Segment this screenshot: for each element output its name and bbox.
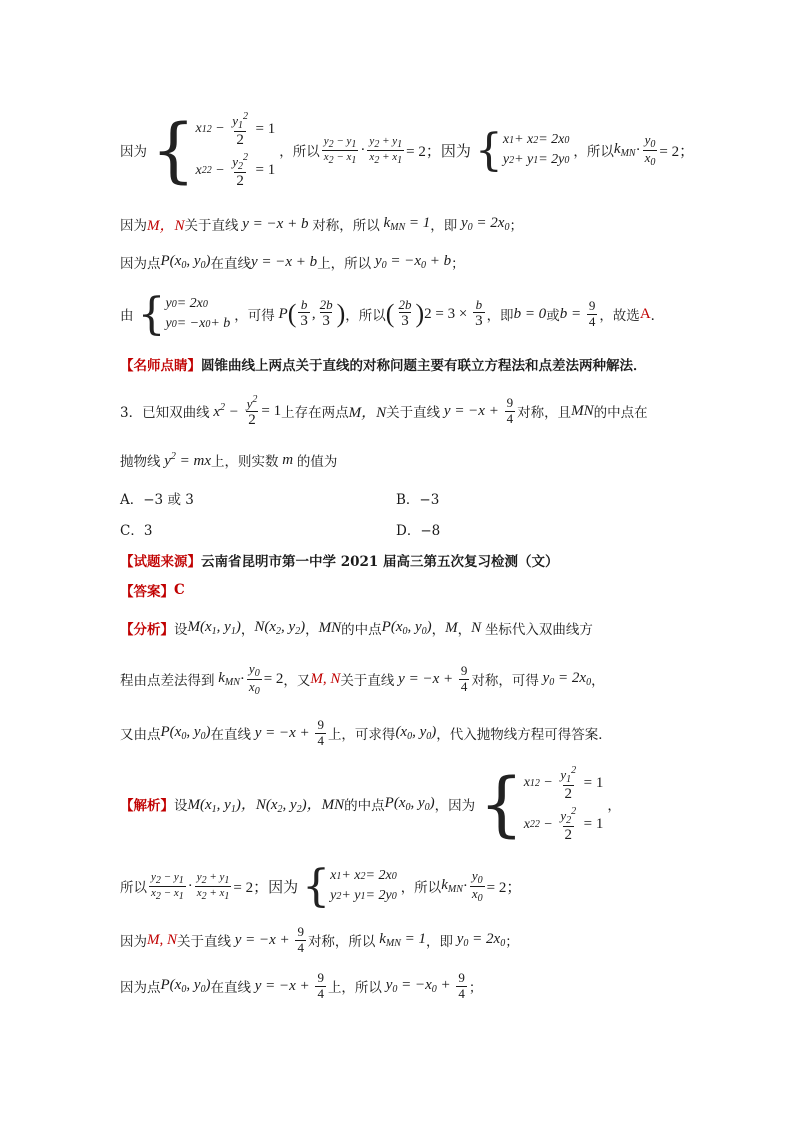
text: 3．已知双曲线 bbox=[120, 405, 210, 421]
answer-text: C bbox=[174, 582, 185, 598]
analysis-line-3: 又由点 $P(x_0$, $y_0$) 在直线 y = −x + $\frac{9}{4}$ 上，可求得 ($x_0$, $y_0$) ，代入抛物线方程可得答案． bbox=[120, 717, 612, 748]
solution-line-1: 【解析】 设 $M(x_1$, $y_1$)，$N(x_2$, $y_2$)，MN 的中点 $P(x_0$, $y_0$) ，因为 { x 1 2 − $\frac{y_1^2}{2}$ = 1 x 2 2 − $\frac{y_2^2}{2}$ = 1 ， bbox=[120, 763, 621, 845]
text: ； bbox=[509, 218, 523, 234]
line-symmetric: 因为 M，N 关于直线 y = −x + b 对称，所以 $k_{MN} = 1$ ，即 $y_0 = 2x_0$ ； bbox=[120, 215, 523, 234]
source-text: 云南省昆明市第一中学 2021 届高三第五次复习检测（文） bbox=[201, 554, 559, 570]
option-d[interactable]: D．−8 bbox=[396, 523, 441, 539]
text: 因为点 bbox=[120, 256, 161, 272]
text: ． bbox=[650, 308, 665, 324]
text: ， bbox=[240, 622, 255, 638]
text: 抛物线 bbox=[120, 454, 161, 470]
text: ， bbox=[607, 798, 621, 814]
solution-line-3: 因为 M, N 关于直线 y = −x + $\frac{9}{4}$ 对称，所以 $k_{MN} = 1$ ，即 $y_0 = 2x_0$ ； bbox=[120, 924, 519, 955]
tip-tag: 【名师点睛】 bbox=[120, 358, 201, 374]
text: ，即 bbox=[425, 934, 453, 950]
text: 或 bbox=[546, 308, 560, 324]
question-3-stem: 3．已知双曲线 $x^2$ − $\frac{y^2}{2}$ = 1 上存在两点 M，N 关于直线 y = −x + $\frac{9}{4}$ 对称，且 MN 的中点在 bbox=[120, 393, 648, 428]
text: 关于直线 bbox=[184, 218, 239, 234]
text: 所以 bbox=[120, 880, 147, 896]
text: 对称，所以 bbox=[307, 934, 376, 950]
option-a[interactable]: A．−3 或 3 bbox=[120, 492, 194, 508]
answer-choice: A bbox=[639, 305, 651, 322]
text: 的中点在 bbox=[593, 405, 648, 421]
fraction: $\frac{y_2 + y_1}{x_2 + x_1}$ bbox=[369, 134, 403, 166]
text: ，因为 bbox=[434, 798, 476, 814]
source-line bbox=[120, 549, 558, 571]
text: 的值为 bbox=[296, 454, 338, 470]
text: 对称，可得 bbox=[471, 673, 539, 689]
text: 又由点 bbox=[120, 727, 161, 743]
text: 在直线 bbox=[210, 727, 251, 743]
text: 因为 bbox=[120, 144, 147, 160]
equation-system: { y 0 = 2x 0 y 0 = −x 0 + b bbox=[137, 288, 231, 340]
text: ，可得 bbox=[234, 308, 275, 324]
text: 上存在两点 bbox=[281, 405, 349, 421]
source-tag: 【试题来源】 bbox=[120, 554, 201, 570]
text: ，故选 bbox=[599, 308, 640, 324]
text: ， bbox=[591, 673, 605, 689]
text: ， bbox=[305, 622, 319, 638]
text: M，N bbox=[147, 217, 185, 234]
text: ，所以 bbox=[573, 144, 614, 160]
equation-system: { x 1 + x 2 = 2x 0 y 2 + y 1 = 2y 0 bbox=[474, 124, 570, 176]
text: ； bbox=[505, 934, 519, 950]
option-b[interactable]: B．−3 bbox=[396, 492, 440, 508]
text: ，即 bbox=[486, 308, 514, 324]
text: = 2； bbox=[659, 143, 695, 160]
text: 设 bbox=[174, 622, 188, 638]
text: 上，所以 bbox=[327, 980, 382, 996]
text: 对称，所以 bbox=[312, 218, 380, 234]
text: ； bbox=[451, 256, 465, 272]
analysis-line-1: 【分析】 设 $M(x_1$, $y_1$) ， $N(x_2$, $y_2$) ， MN 的中点 $P(x_0$, $y_0$) ， M ， N 坐标代入双曲线方 bbox=[120, 619, 593, 638]
text: 关于直线 bbox=[386, 405, 441, 421]
tip-line bbox=[120, 353, 647, 375]
option-c[interactable]: C．3 bbox=[120, 523, 153, 539]
analysis-line-2: 程由点差法得到 $k_{MN}$ · $\frac{y_0}{x_0}$ = 2 ，又 M, N 关于直线 y = −x + $\frac{9}{4}$ 对称，可得 $y_0 = 2x_0$ ， bbox=[120, 660, 605, 697]
line-point-on-line: 因为点 $P(x_0$, $y_0$) 在直线 y = −x + b 上，所以 $y_0 = -x_0 + b$ ； bbox=[120, 253, 465, 272]
text: ，所以 bbox=[345, 308, 386, 324]
solution-line-2: 所以 $\frac{y_2 - y_1}{x_2 - x_1}$ · $\frac{y_2 + y_1}{x_2 + x_1}$ = 2；因为 { x 1 + x 2 = 2x 0 y 2 + y 1 = 2y 0 ，所以 $k_{MN}$ · $\frac{y_0}{x_0}$ = 2； bbox=[120, 860, 522, 912]
text: 上，所以 bbox=[317, 256, 372, 272]
text: = 2； bbox=[486, 879, 522, 896]
text: 因为 bbox=[120, 934, 147, 950]
text: ，代入抛物线方程可得答案． bbox=[436, 727, 612, 743]
text: ， bbox=[457, 622, 472, 638]
text: ； bbox=[468, 980, 483, 996]
fraction: $\frac{y_0}{x_0}$ bbox=[644, 131, 656, 168]
tip-text: 圆锥曲线上两点关于直线的对称问题主要有联立方程法和点差法两种解法． bbox=[201, 358, 647, 374]
text: 坐标代入双曲线方 bbox=[484, 622, 593, 638]
text: 的中点 bbox=[341, 622, 382, 638]
equation-system: { x 1 2 − $\frac{y_1^2}{2}$ = 1 x 2 2 − $\frac{y_2^2}{2}$ = 1 bbox=[151, 109, 276, 191]
text: ， bbox=[431, 622, 446, 638]
text: 上，则实数 bbox=[211, 454, 279, 470]
text: 设 bbox=[174, 798, 188, 814]
equation-system: { x 1 + x 2 = 2x 0 y 2 + y 1 = 2y 0 bbox=[302, 860, 397, 912]
text: = 2；因为 bbox=[406, 143, 471, 160]
text: ，所以 bbox=[279, 144, 320, 160]
text: 因为 bbox=[120, 218, 147, 234]
text: 对称，且 bbox=[517, 405, 572, 421]
text: 在直线 bbox=[210, 980, 251, 996]
line-solve-b: 由 { y 0 = 2x 0 y 0 = −x 0 + b ，可得 P ( $\frac{b}{3}$ , $\frac{2b}{3}$ ) ，所以 ( $\frac{2b}{3}$ ) 2 = 3 × $\frac{b}{3}$ ，即 b = 0 或 b = $\frac{9}{4}$ ，故选 A ． bbox=[120, 288, 665, 340]
answer-line bbox=[120, 579, 185, 601]
text: 上，可求得 bbox=[327, 727, 396, 743]
text: 程由点差法得到 bbox=[120, 673, 215, 689]
text: ，即 bbox=[430, 218, 458, 234]
question-3-stem-2: 抛物线 $y^2$ = mx 上，则实数 m 的值为 bbox=[120, 450, 338, 470]
text: 由 bbox=[120, 308, 134, 324]
text: 的中点 bbox=[344, 798, 385, 814]
solution-line-4: 因为点 $P(x_0$, $y_0$) 在直线 y = −x + $\frac{9}{4}$ 上，所以 $y_0 = -x_0$ + $\frac{9}{4}$ ； bbox=[120, 970, 483, 1001]
equation-system: { x 1 2 − $\frac{y_1^2}{2}$ = 1 x 2 2 − $\frac{y_2^2}{2}$ = 1 bbox=[479, 763, 604, 845]
analysis-tag: 【分析】 bbox=[120, 622, 174, 638]
line-system-1: 因为 { x 1 2 − $\frac{y_1^2}{2}$ = 1 x 2 2 − $\frac{y_2^2}{2}$ = 1 ，所以 $\frac{y_2 - y_1}{x_2 - x_1}$ · $\frac{y_2 + y_1}{x_2 + x_1}$ = 2；因为 { x 1 + x 2 = 2x 0 y 2 + y 1 = 2y 0 ，所以 $k_{MN}$ · $\frac{y_0}{x_0}$ = 2； bbox=[120, 109, 695, 191]
text: ，所以 bbox=[400, 880, 442, 896]
text: 关于直线 bbox=[177, 934, 231, 950]
text: ，又 bbox=[283, 673, 311, 689]
text: 关于直线 bbox=[340, 673, 395, 689]
answer-tag: 【答案】 bbox=[120, 584, 174, 600]
solution-tag: 【解析】 bbox=[120, 798, 174, 814]
text: 在直线 bbox=[210, 256, 251, 272]
text: 因为点 bbox=[120, 980, 161, 996]
fraction: $\frac{y_2 - y_1}{x_2 - x_1}$ bbox=[323, 134, 357, 166]
text: = 2；因为 bbox=[233, 879, 299, 896]
